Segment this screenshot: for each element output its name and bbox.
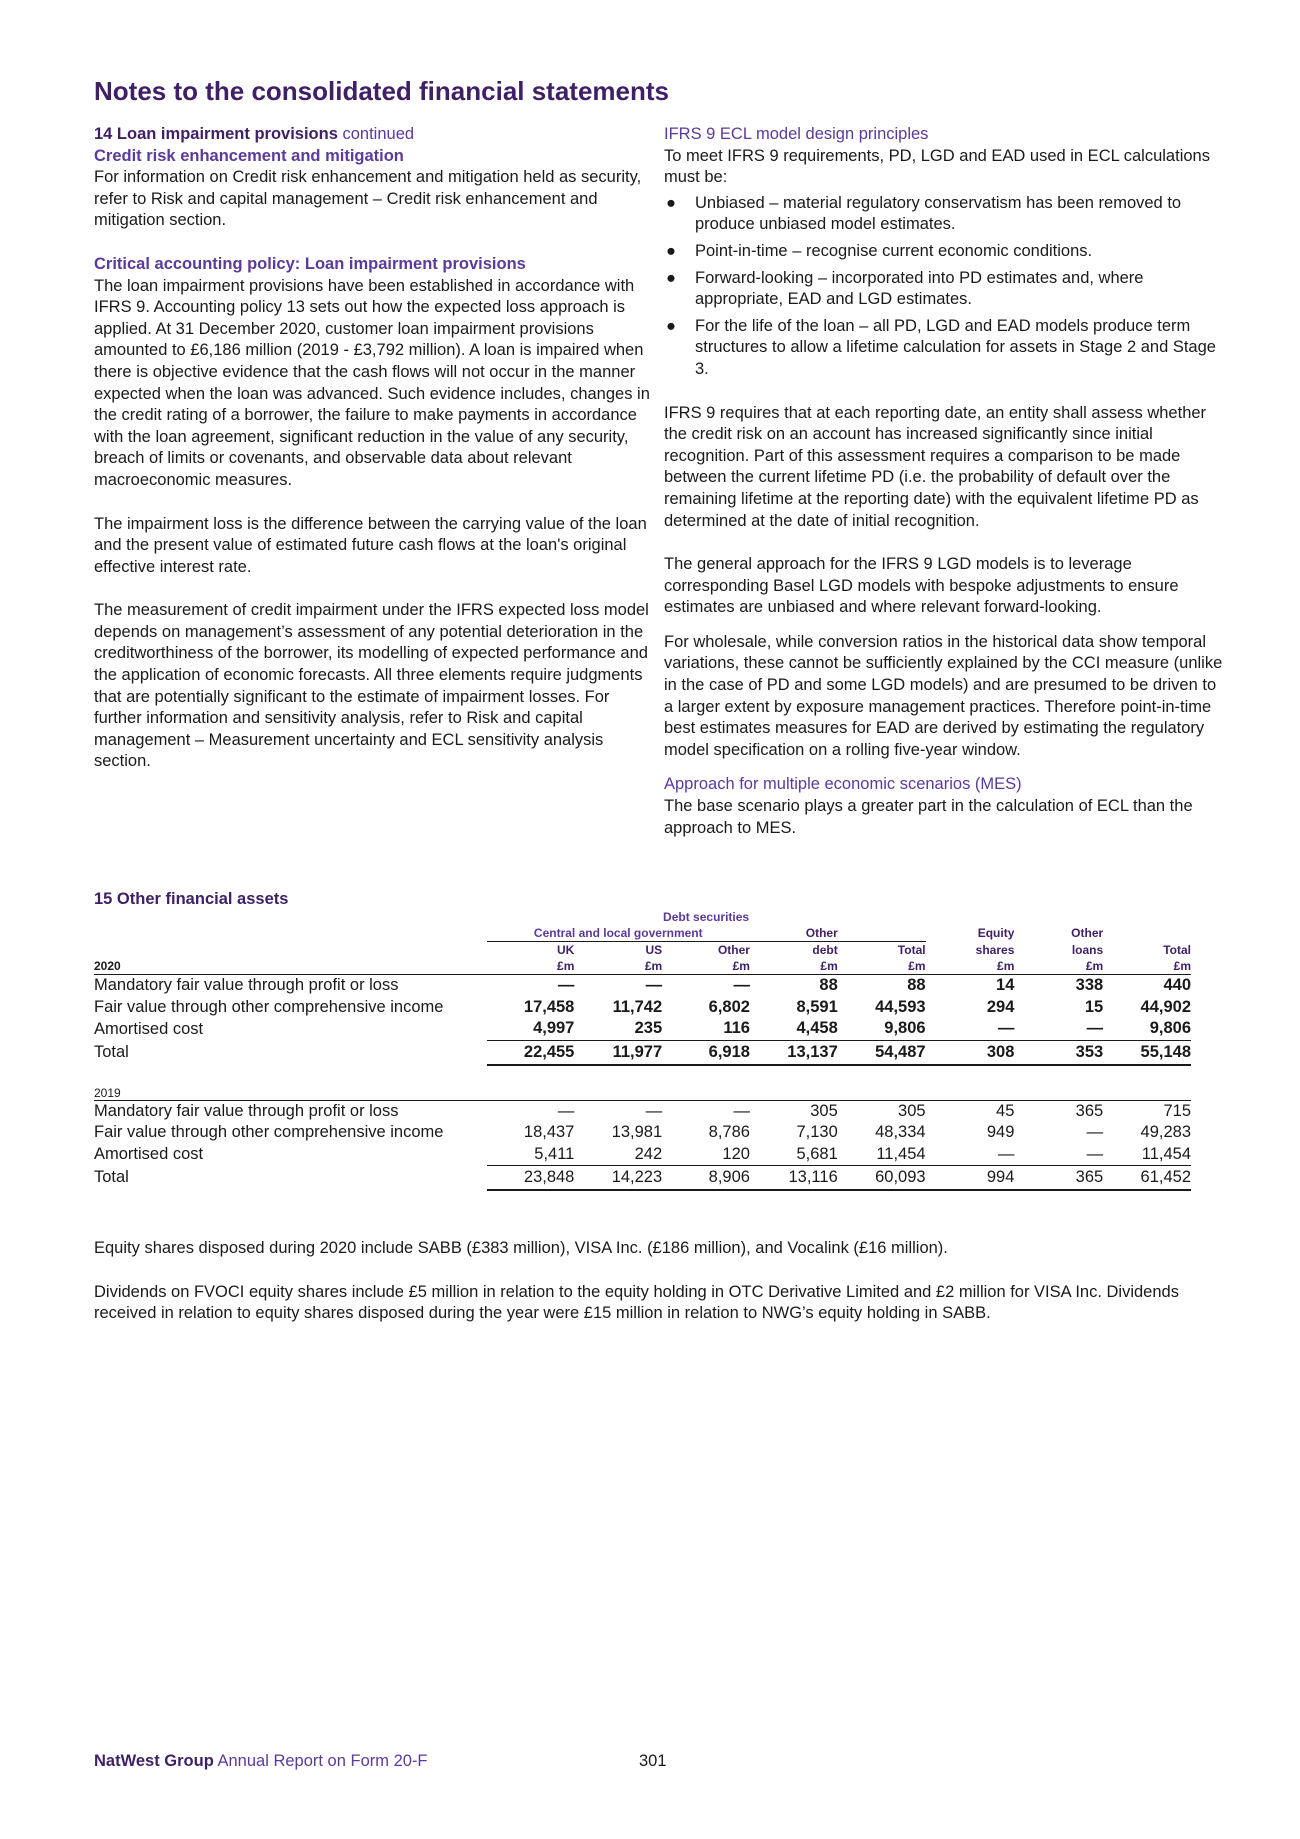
table-cell: 44,593 (875, 997, 926, 1016)
critical-policy-paragraph-3: The measurement of credit impairment under the IFRS expected loss model depends on management’s assessment of any potential deterioration in the creditworthiness of the borrower, its modelling of expected performance and the application of economic forecasts. All three elements require judgments that are potentially significant to the estimate of impairment losses. For further information and sensitivity analysis, refer to Risk and capital management – Measurement uncertainty and ECL sensitivity analysis section. (94, 601, 649, 771)
table-cell: 61,452 (1103, 1166, 1191, 1191)
bullet-icon: ● (666, 268, 676, 287)
column-header: Equity (977, 926, 1015, 941)
table-cell: 6,918 (662, 1040, 750, 1065)
table-cell: — (997, 1019, 1015, 1038)
table-row (94, 975, 1191, 997)
table-cell: 13,981 (611, 1123, 663, 1142)
footer-brand: NatWest Group (94, 1752, 214, 1770)
table-cell: 338 (1014, 975, 1103, 997)
table-row (94, 997, 1191, 1019)
table-row (94, 1122, 1191, 1144)
unit-label: £m (1173, 959, 1191, 973)
table-cell: 54,487 (838, 1040, 926, 1065)
table-cell: 949 (986, 1123, 1015, 1142)
unit-label: £m (732, 959, 750, 973)
table-cell: — (1086, 1123, 1104, 1142)
ifrs9-heading: IFRS 9 ECL model design principles (664, 125, 929, 143)
list-item: ● Point-in-time – recognise current economic conditions. (664, 241, 1224, 263)
table-cell: 9,806 (1149, 1019, 1191, 1038)
section-14-title: 14 Loan impairment provisions (94, 125, 338, 143)
table-cell: 7,130 (796, 1123, 838, 1142)
list-item: ● Unbiased – material regulatory conservatism has been removed to produce unbiased model estimates. (666, 193, 1182, 234)
critical-policy-paragraph-2: The impairment loss is the difference between the carrying value of the loan and the present value of estimated future cash flows at the loan's original effective interest rate. (94, 514, 647, 576)
mes-text: The base scenario plays a greater part in the calculation of ECL than the approach to MES. (664, 797, 1193, 837)
table-cell: — (662, 1100, 750, 1122)
ifrs9-bullet-list (664, 193, 1224, 381)
table-cell: 17,458 (523, 997, 575, 1016)
mes-heading: Approach for multiple economic scenarios (MES) (664, 775, 1022, 794)
list-item: ● Forward-looking – incorporated into PD estimates and, where appropriate, EAD and LGD estimates. (666, 268, 1144, 309)
column-header: shares (975, 942, 1015, 957)
table-cell: — (487, 1100, 575, 1122)
equity-disposal-note: Equity shares disposed during 2020 include SABB (£383 million), VISA Inc. (£186 million), and Vocalink (£16 million). (94, 1239, 948, 1257)
table-cell: 9,806 (884, 1019, 926, 1038)
table-cell: — (574, 975, 662, 997)
table-cell: 4,458 (796, 1019, 838, 1038)
year-2020-label: 2020 (94, 959, 121, 973)
table-cell: — (662, 975, 750, 997)
unit-label: £m (997, 959, 1015, 973)
ifrs9-paragraph-1: IFRS 9 requires that at each reporting date, an entity shall assess whether the credit risk on an account has increased significantly since initial recognition. Part of this assessment requires a comparison to be made between the current lifetime PD (i.e. the probability of default over the remaining lifetime at the reporting date) with the equivalent lifetime PD as determined at the date of initial recognition. (664, 403, 1207, 530)
table-total-row (94, 1166, 1191, 1191)
table-cell: 235 (634, 1019, 663, 1038)
table-cell: 11,454 (876, 1144, 926, 1163)
right-column (664, 124, 1224, 839)
table-cell: 13,116 (750, 1166, 838, 1191)
table-cell: 715 (1103, 1100, 1191, 1122)
row-label: Total (94, 1168, 129, 1187)
table-row (94, 1144, 1191, 1166)
table-cell: 5,681 (796, 1144, 838, 1163)
table-cell: — (1086, 1019, 1104, 1038)
table-cell: 60,093 (838, 1166, 926, 1191)
table-cell: 242 (634, 1144, 663, 1163)
table-cell: 8,786 (708, 1123, 750, 1142)
table-cell: 11,977 (574, 1040, 662, 1065)
table-cell: 55,148 (1103, 1040, 1191, 1065)
table-cell: 8,591 (796, 997, 838, 1016)
table-cell: — (997, 1144, 1015, 1163)
table-cell: 48,334 (875, 1123, 926, 1142)
row-label: Amortised cost (94, 1019, 204, 1038)
table-cell: 440 (1103, 975, 1191, 997)
table-cell: 305 (750, 1100, 838, 1122)
unit-label: £m (820, 959, 838, 973)
left-column (94, 124, 650, 773)
debt-securities-header: Debt securities (663, 910, 750, 924)
page-title: Notes to the consolidated financial statements (94, 76, 669, 106)
table-cell: 88 (838, 975, 926, 997)
ifrs9-intro: To meet IFRS 9 requirements, PD, LGD and EAD used in ECL calculations must be: (664, 146, 1210, 187)
critical-policy-heading: Critical accounting policy: Loan impairment provisions (94, 254, 526, 273)
table-cell: 88 (750, 975, 838, 997)
unit-label: £m (557, 959, 575, 973)
table-cell: 14,223 (574, 1166, 662, 1191)
column-header: UK (557, 943, 575, 957)
table-cell: 14 (926, 975, 1015, 997)
section-14-heading (94, 124, 650, 146)
credit-risk-heading: Credit risk enhancement and mitigation (94, 146, 404, 165)
column-header: US (645, 943, 663, 957)
table-cell: 116 (723, 1019, 750, 1038)
table-total-row (94, 1040, 1191, 1065)
table-cell: — (487, 975, 575, 997)
table-row (94, 1018, 1191, 1040)
table-cell: 45 (926, 1100, 1015, 1122)
ifrs9-paragraph-2: The general approach for the IFRS 9 LGD models is to leverage corresponding Basel LGD models with bespoke adjustments to ensure estimates are unbiased and where relevant forward-looking. (664, 555, 1179, 617)
table-cell: 305 (838, 1100, 926, 1122)
table-cell: — (574, 1100, 662, 1122)
table-cell: 120 (722, 1144, 750, 1163)
table-cell: 44,902 (1140, 997, 1191, 1016)
unit-label: £m (1085, 959, 1104, 973)
table-cell: 994 (926, 1166, 1015, 1191)
footer-report-title: Annual Report on Form 20-F (217, 1752, 428, 1770)
table-cell: 8,906 (662, 1166, 750, 1191)
table-cell: 49,283 (1140, 1123, 1191, 1142)
year-2019-label: 2019 (94, 1085, 121, 1100)
table-cell: 13,137 (750, 1040, 838, 1065)
column-header: Other (717, 943, 750, 957)
ifrs9-paragraph-3: For wholesale, while conversion ratios in the historical data show temporal variations, these cannot be sufficiently explained by the CCI measure (unlike in the case of PD and some LGD models) and are presumed to be driven to a larger extent by exposure management practices. Therefore point-in-time best estimates measures for EAD are derived by estimating the regulatory model specification on a rolling five-year window. (664, 632, 1223, 759)
table-cell: 5,411 (534, 1144, 575, 1163)
list-item: ● For the life of the loan – all PD, LGD and EAD models produce term structures to allow a lifetime calculation for assets in Stage 2 and Stage 3. (666, 316, 1216, 378)
bullet-icon: ● (666, 316, 676, 335)
table-cell: 6,802 (708, 997, 750, 1016)
column-header: Total (1163, 942, 1191, 957)
section-15-title: 15 Other financial assets (94, 890, 289, 908)
row-label: Amortised cost (94, 1145, 204, 1163)
footer (94, 1752, 428, 1771)
notes-block (94, 1238, 1214, 1325)
table-cell: 308 (926, 1040, 1015, 1065)
row-label: Mandatory fair value through profit or loss (94, 975, 487, 997)
table-cell: 4,997 (533, 1019, 575, 1038)
continued-label: continued (342, 125, 415, 143)
row-label: Fair value through other comprehensive income (94, 1123, 444, 1142)
table-cell: 365 (1014, 1100, 1103, 1122)
table-cell: 353 (1014, 1040, 1103, 1065)
table-cell: 15 (1084, 997, 1104, 1016)
column-header: debt (812, 943, 838, 957)
column-header: loans (1071, 942, 1104, 957)
credit-risk-text: For information on Credit risk enhancement and mitigation held as security, refer to Risk and capital management – Credit risk enhancement and mitigation section. (94, 168, 642, 230)
table-cell: — (1086, 1144, 1104, 1163)
table-cell: 294 (986, 997, 1015, 1016)
column-header: Other (750, 925, 838, 942)
table-cell: 23,848 (487, 1166, 575, 1191)
table-cell: 11,454 (1141, 1144, 1191, 1163)
central-local-government-header: Central and local government (487, 925, 750, 942)
critical-policy-paragraph-1: The loan impairment provisions have been established in accordance with IFRS 9. Accounting policy 13 sets out how the expected loss approach is applied. At 31 December 2020, customer loan impairment provisions amounted to £6,186 million (2019 - £3,792 million). A loan is impaired when there is objective evidence that the cash flows will not occur in the manner expected when the loan was advanced. Such evidence includes, changes in the credit rating of a borrower, the failure to make payments in accordance with the loan agreement, significant reduction in the value of any security, breach of limits or covenants, and observable data about relevant macroeconomic measures. (94, 276, 650, 489)
page-number: 301 (639, 1752, 667, 1770)
table-cell: 365 (1014, 1166, 1103, 1191)
table-cell: 18,437 (523, 1123, 575, 1142)
row-label: Total (94, 1042, 129, 1061)
bullet-icon: ● (666, 193, 676, 212)
other-financial-assets-table (94, 909, 1191, 1191)
unit-label: £m (908, 959, 926, 973)
column-header: Other (1071, 926, 1104, 941)
table-cell: 11,742 (612, 997, 663, 1016)
unit-label: £m (644, 959, 663, 973)
table-row (94, 1100, 1191, 1122)
table-cell: 22,455 (487, 1040, 575, 1065)
dividends-note: Dividends on FVOCI equity shares include £5 million in relation to the equity holding in OTC Derivative Limited and £2 million for VISA Inc. Dividends received in relation to equity shares disposed during the year were £15 million in relation to NWG’s equity holding in SABB. (94, 1282, 1179, 1323)
bullet-icon: ● (666, 241, 676, 260)
row-label: Mandatory fair value through profit or loss (94, 1100, 487, 1122)
column-header: Total (897, 943, 926, 957)
row-label: Fair value through other comprehensive income (94, 997, 444, 1016)
